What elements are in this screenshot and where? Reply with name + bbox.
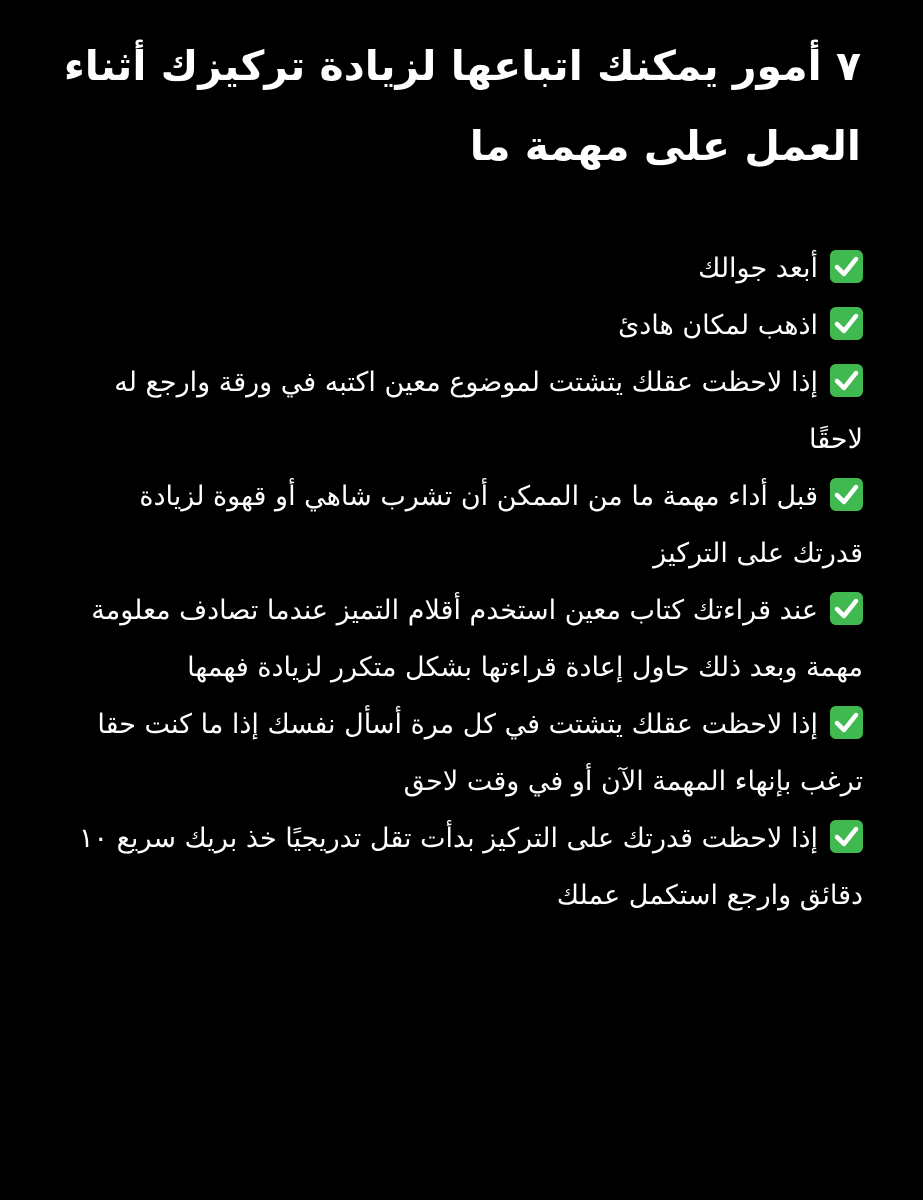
list-item [63,468,863,582]
check-mark-icon [830,364,863,397]
check-mark-icon [830,307,863,340]
page-title: ٧ أمور يمكنك اتباعها لزيادة تركيزك أثناء العمل على مهمة ما [63,42,861,170]
tip-text: إذا لاحظت قدرتك على التركيز بدأت تقل تدريجيًا خذ بريك سريع ١٠ دقائق وارجع استكمل عملك [78,823,863,911]
tip-text: عند قراءتك كتاب معين استخدم أقلام التميز عندما تصادف معلومة مهمة وبعد ذلك حاول إعادة قراءتها بشكل متكرر لزيادة فهمها [91,595,863,683]
list-item [63,297,863,354]
list-item [63,582,863,696]
list-item [63,696,863,810]
check-mark-icon [830,592,863,625]
list-item [63,810,863,924]
tips-list [63,240,863,924]
check-mark-icon [830,478,863,511]
check-mark-icon [830,706,863,739]
tip-text: قبل أداء مهمة ما من الممكن أن تشرب شاهي أو قهوة لزيادة قدرتك على التركيز [139,481,863,569]
tip-text: اذهب لمكان هادئ [618,310,818,341]
check-mark-icon [830,820,863,853]
check-mark-icon [830,250,863,283]
tip-text: إذا لاحظت عقلك يتشتت لموضوع معين اكتبه في ورقة وارجع له لاحقًا [114,367,863,455]
list-item [63,240,863,297]
list-item [63,354,863,468]
tip-text: إذا لاحظت عقلك يتشتت في كل مرة أسأل نفسك إذا ما كنت حقا ترغب بإنهاء المهمة الآن أو في وقت لاحق [97,709,863,797]
tip-text: أبعد جوالك [698,253,818,284]
